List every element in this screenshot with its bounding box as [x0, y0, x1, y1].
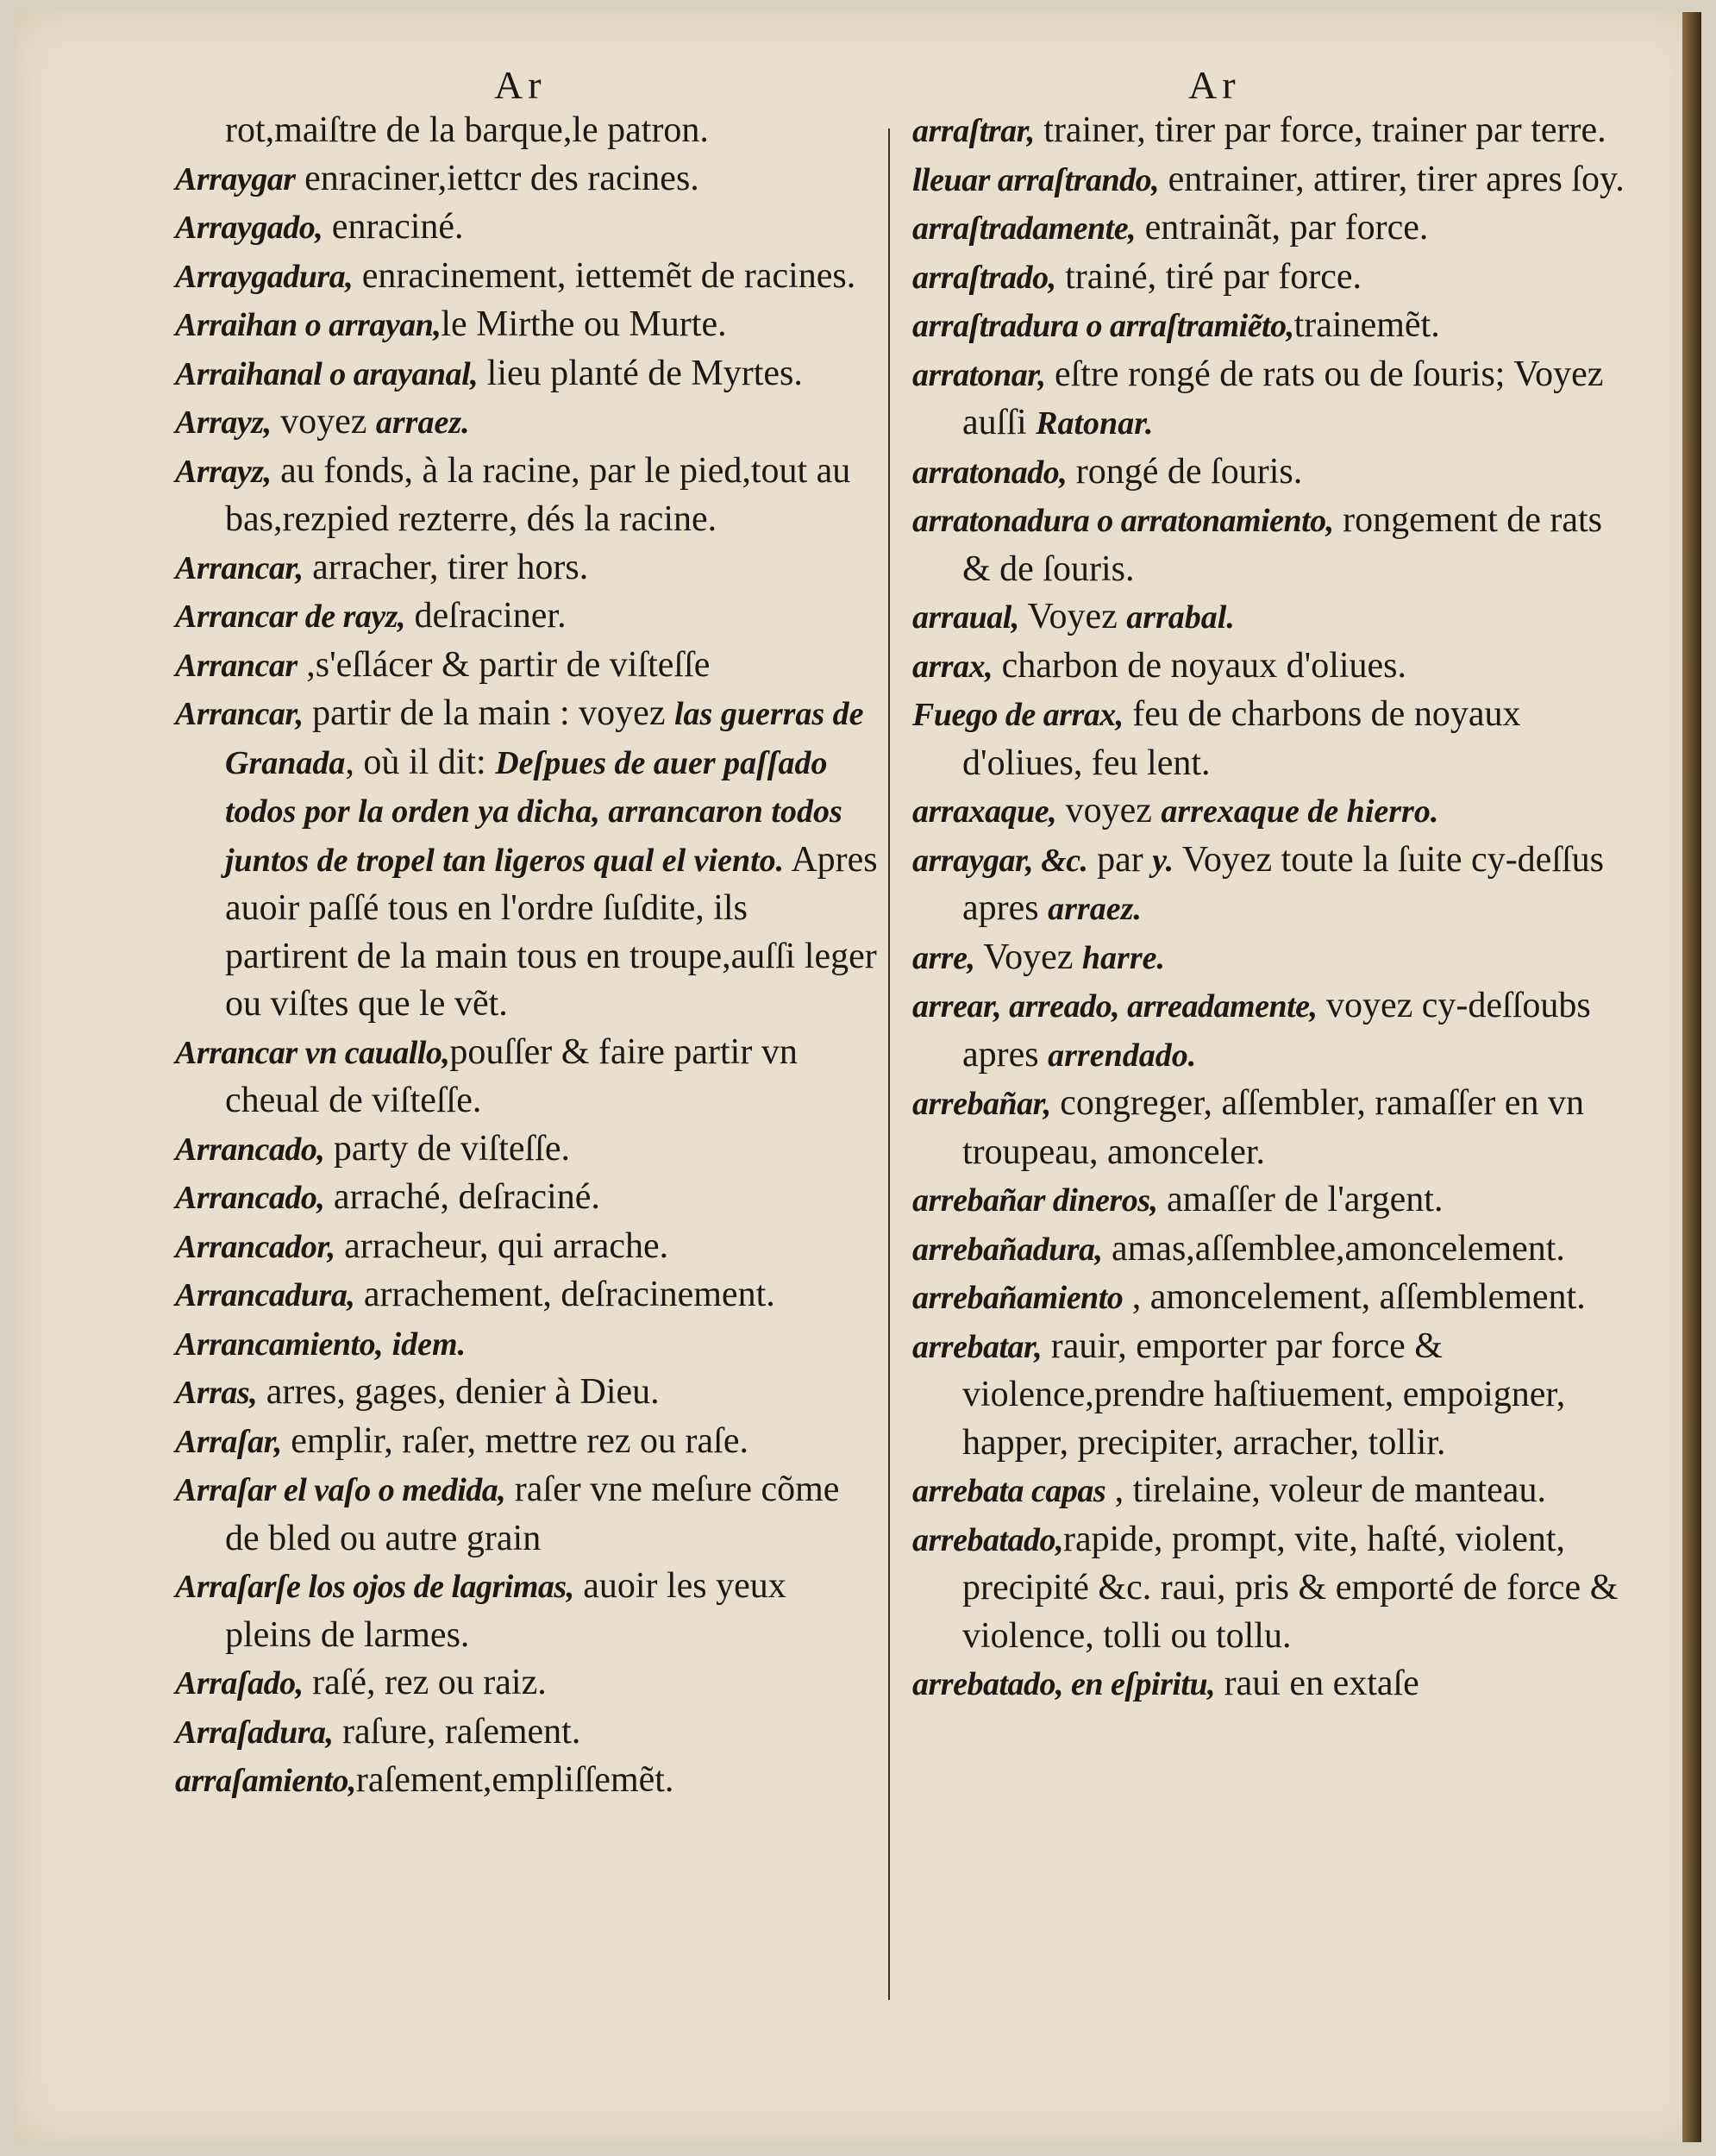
entry-definition: raui en extaſe	[1215, 1664, 1419, 1703]
running-head-left: Ar	[494, 63, 547, 107]
entry-headword: Arraygar	[175, 160, 296, 197]
entry-definition: par	[1087, 839, 1153, 880]
entry-headword: arraſtradura o arraſtramiẽto,	[912, 308, 1294, 344]
entry-headword: arrebatado, en eſpiritu,	[912, 1666, 1216, 1702]
entry-definition: ,s'eſlácer & partir de viſteſſe	[297, 644, 711, 685]
dictionary-entry	[912, 787, 1628, 837]
entry-headword: arrebañadura,	[912, 1231, 1103, 1268]
entry-definition: deſraciner.	[405, 596, 567, 636]
entry-definition: rongé de ſouris.	[1067, 451, 1303, 492]
entry-definition: arraché, deſraciné.	[324, 1177, 600, 1217]
entry-headword: arraſtrado,	[912, 259, 1056, 296]
entry-headword: arratonadura o arratonamiento,	[912, 503, 1334, 539]
entry-definition: voyez	[271, 402, 376, 442]
entry-headword: arratonado,	[912, 454, 1068, 491]
entry-definition	[383, 1324, 392, 1363]
entry-definition: rongement de rats & de ſouris.	[962, 500, 1603, 589]
entry-definition: le Mirthe ou Murte.	[441, 304, 727, 344]
entry-headword: arraxaque,	[912, 793, 1057, 830]
entry-headword: arre,	[912, 939, 975, 976]
entry-reference: y.	[1152, 842, 1174, 879]
entry-headword: Arrancar,	[175, 549, 304, 586]
entry-headword: Arraſarſe los ojos de lagrimas,	[175, 1569, 574, 1605]
entry-definition: Voyez	[1018, 597, 1127, 636]
dictionary-entry	[175, 544, 878, 593]
dictionary-entry	[175, 1708, 878, 1758]
dictionary-entry	[175, 1466, 878, 1563]
entry-definition: , tirelaine, voleur de manteau.	[1105, 1470, 1546, 1510]
entry-definition: eſtre rongé de rats ou de ſouris; Voyez auſſi	[962, 354, 1604, 442]
entry-reference: idem.	[391, 1326, 467, 1363]
entry-definition: congreger, aſſembler, ramaſſer en vn troupeau, amonceler.	[962, 1083, 1584, 1172]
dictionary-entry	[912, 934, 1628, 983]
dictionary-entry	[912, 1080, 1628, 1176]
dictionary-entry	[175, 301, 878, 350]
dictionary-entry	[175, 1271, 878, 1320]
entry-definition: , où il dit:	[345, 742, 496, 782]
entry-headword: Arrancar	[175, 647, 297, 684]
entry-definition: amaſſer de l'argent.	[1157, 1180, 1444, 1219]
dictionary-entry	[175, 253, 878, 302]
dictionary-entry	[175, 1223, 878, 1272]
entry-reference: Deſpues de auer paſſado todos por la orden ya dicha, arrancaron todos juntos de tropel tan ligeros qual el viento.	[225, 744, 842, 879]
dictionary-entry	[175, 1125, 878, 1175]
dictionary-entry	[912, 1323, 1628, 1468]
entry-definition: Apres auoir paſſé tous en l'ordre ſuſdite, ils partirent de la main tous en troupe,auſſi leger ou viſtes que le vẽt.	[225, 839, 878, 1024]
dictionary-entry	[175, 690, 878, 1029]
entry-definition: voyez cy-deſſoubs apres	[962, 986, 1591, 1075]
dictionary-entry	[175, 592, 878, 642]
entry-headword: arraſamiento,	[175, 1763, 356, 1799]
dictionary-entry	[175, 204, 878, 253]
dictionary-entry	[175, 1757, 878, 1806]
dictionary-entry	[912, 448, 1628, 498]
entry-definition: enraciné.	[323, 207, 464, 247]
dictionary-entry	[912, 1274, 1628, 1323]
entry-definition: Voyez	[974, 937, 1082, 977]
entry-definition: arracheur, qui arrache.	[335, 1225, 669, 1266]
entry-headword: Arrancado,	[175, 1131, 325, 1168]
entry-headword: Arraſadura,	[175, 1714, 334, 1751]
dictionary-entry	[912, 254, 1628, 303]
entry-headword: Arrancado,	[175, 1180, 325, 1216]
entry-headword: Arraygadura,	[175, 258, 354, 295]
dictionary-entry	[175, 1029, 878, 1125]
entry-reference: arrendado.	[1048, 1037, 1197, 1074]
entry-headword: arrebañar dineros,	[912, 1182, 1158, 1219]
entry-definition: au fonds, à la racine, par le pied,tout au bas,rezpied rezterre, dés la racine.	[225, 450, 851, 539]
entry-reference: arrabal.	[1126, 599, 1235, 636]
entry-reference: Ratonar.	[1036, 405, 1154, 442]
entry-headword: arrebata capas	[912, 1473, 1106, 1509]
dictionary-entry	[175, 448, 878, 544]
entry-headword: Arraygado,	[175, 210, 323, 246]
entry-definition: raſement,empliſſemẽt.	[355, 1760, 674, 1800]
dictionary-entry	[175, 107, 878, 155]
entry-reference: harre.	[1081, 939, 1165, 976]
entry-headword: arrebatar,	[912, 1328, 1043, 1365]
dictionary-entry	[175, 1320, 878, 1369]
entry-headword: arrear, arreado, arreadamente,	[912, 988, 1318, 1025]
dictionary-entry	[912, 302, 1628, 351]
entry-headword: Arrancar de rayz,	[175, 599, 406, 635]
dictionary-entry	[175, 1418, 878, 1467]
entry-headword: Fuego de arrax,	[912, 697, 1124, 733]
dictionary-entry	[175, 350, 878, 399]
dictionary-entry	[912, 204, 1628, 254]
entry-definition: enraciner,iettcr des racines.	[295, 158, 699, 198]
entry-definition: raſé, rez ou raiz.	[303, 1663, 547, 1702]
entry-definition: party de viſteſſe.	[324, 1128, 570, 1169]
entry-headword: arraual,	[912, 599, 1019, 636]
entry-headword: lleuar arraſtrando,	[912, 161, 1160, 198]
dictionary-entry	[175, 1563, 878, 1659]
entry-headword: Arrancamiento,	[175, 1326, 384, 1363]
entry-definition: arrachement, deſracinement.	[354, 1275, 775, 1314]
page-edge-binding	[1682, 12, 1701, 2142]
entry-headword: arraygar, &c.	[912, 842, 1088, 879]
book-page	[16, 12, 1701, 2142]
entry-definition: rauir, emporter par force & violence,prendre haſtiuement, empoigner, happer, precipiter, arracher, tollir.	[962, 1326, 1566, 1463]
entry-headword: arraſtrar,	[912, 113, 1035, 149]
dictionary-entry	[912, 1176, 1628, 1225]
entry-headword: Arraihan o arrayan,	[175, 307, 442, 343]
entry-headword: Arrancador,	[175, 1228, 335, 1265]
entry-headword: Arraſar,	[175, 1423, 282, 1460]
entry-definition: raſer vne meſure cõme de bled ou autre grain	[225, 1470, 840, 1558]
dictionary-entry	[912, 497, 1628, 593]
dictionary-entry	[175, 398, 878, 448]
entry-definition: feu de charbons de noyaux d'oliues, feu lent.	[962, 694, 1521, 783]
entry-definition: trainé, tiré par force.	[1055, 256, 1362, 297]
entry-definition: trainemẽt.	[1293, 305, 1440, 345]
entry-reference: arraez.	[1048, 891, 1142, 927]
entry-headword: Arrancadura,	[175, 1277, 355, 1313]
entry-headword: arratonar,	[912, 356, 1046, 393]
dictionary-entry	[175, 1174, 878, 1223]
entry-headword: Arraſado,	[175, 1665, 304, 1702]
dictionary-entry	[912, 1660, 1628, 1709]
entry-definition: arres, gages, denier à Dieu.	[257, 1372, 660, 1412]
dictionary-entry	[175, 155, 878, 204]
entry-headword: Arraſar el vaſo o medida,	[175, 1472, 506, 1508]
entry-headword: arrebañamiento	[912, 1280, 1124, 1316]
entry-definition: entrainer, attirer, tirer apres ſoy.	[1159, 159, 1625, 199]
entry-headword: arraſtradamente,	[912, 210, 1137, 247]
dictionary-entry	[912, 642, 1628, 692]
entry-reference: arraez.	[375, 404, 470, 441]
entry-definition: rot,maiſtre de la barque,le patron.	[225, 110, 709, 150]
entry-headword: Arrayz,	[175, 453, 272, 490]
entry-definition: trainer, tirer par force, trainer par terre.	[1034, 110, 1606, 150]
running-head-right: Ar	[1188, 63, 1241, 107]
dictionary-entry	[175, 1369, 878, 1418]
entry-definition: emplir, raſer, mettre rez ou raſe.	[281, 1420, 748, 1461]
column-divider	[888, 128, 890, 2000]
dictionary-entry	[912, 837, 1628, 934]
dictionary-entry	[912, 351, 1628, 448]
entry-definition: arracher, tirer hors.	[303, 547, 589, 587]
entry-headword: arrebañar,	[912, 1086, 1051, 1122]
dictionary-entry	[912, 691, 1628, 787]
entry-reference: arrexaque de hierro.	[1161, 793, 1439, 830]
entry-headword: arrax,	[912, 648, 993, 685]
entry-definition: partir de la main : voyez	[303, 693, 674, 733]
entry-definition: Voyez toute la ſuite cy-deſſus apres	[962, 839, 1605, 928]
entry-definition: voyez	[1056, 791, 1162, 830]
entry-headword: Arraihanal o arayanal,	[175, 355, 479, 392]
entry-reference: las guerras de Granada	[225, 696, 864, 781]
dictionary-entry	[912, 1225, 1628, 1275]
entry-definition: lieu planté de Myrtes.	[478, 353, 803, 393]
dictionary-entry	[912, 107, 1628, 156]
entry-definition: amas,aſſemblee,amoncelement.	[1102, 1228, 1565, 1269]
dictionary-entry	[175, 1659, 878, 1708]
entry-definition: , amoncelement, aſſemblement.	[1123, 1277, 1586, 1317]
dictionary-entry	[912, 1467, 1628, 1516]
left-column	[175, 107, 878, 2047]
entry-definition: rapide, prompt, vite, haſté, violent, precipité &c. raui, pris & emporté de force & violence, tolli ou tollu.	[962, 1519, 1619, 1656]
dictionary-entry	[912, 982, 1628, 1080]
entry-headword: Arrancar,	[175, 696, 304, 732]
entry-definition: auoir les yeux pleins de larmes.	[225, 1566, 786, 1655]
entry-definition: enracinement, iettemẽt de racines.	[353, 255, 856, 296]
entry-headword: Arras,	[175, 1375, 258, 1411]
dictionary-entry	[912, 1516, 1628, 1661]
entry-definition: raſure, raſement.	[333, 1711, 581, 1752]
entry-headword: Arrayz,	[175, 404, 272, 441]
entry-headword: Arrancar vn cauallo,	[175, 1034, 450, 1071]
dictionary-entry	[175, 642, 878, 691]
entry-definition: pouſſer & faire partir vn cheual de viſteſſe.	[225, 1031, 798, 1120]
entry-definition: charbon de noyaux d'oliues.	[993, 645, 1407, 686]
dictionary-entry	[912, 156, 1628, 205]
dictionary-entry	[912, 593, 1628, 642]
entry-headword: arrebatado,	[912, 1521, 1063, 1558]
right-column	[912, 107, 1628, 2047]
entry-definition: entrainãt, par force.	[1136, 208, 1429, 248]
